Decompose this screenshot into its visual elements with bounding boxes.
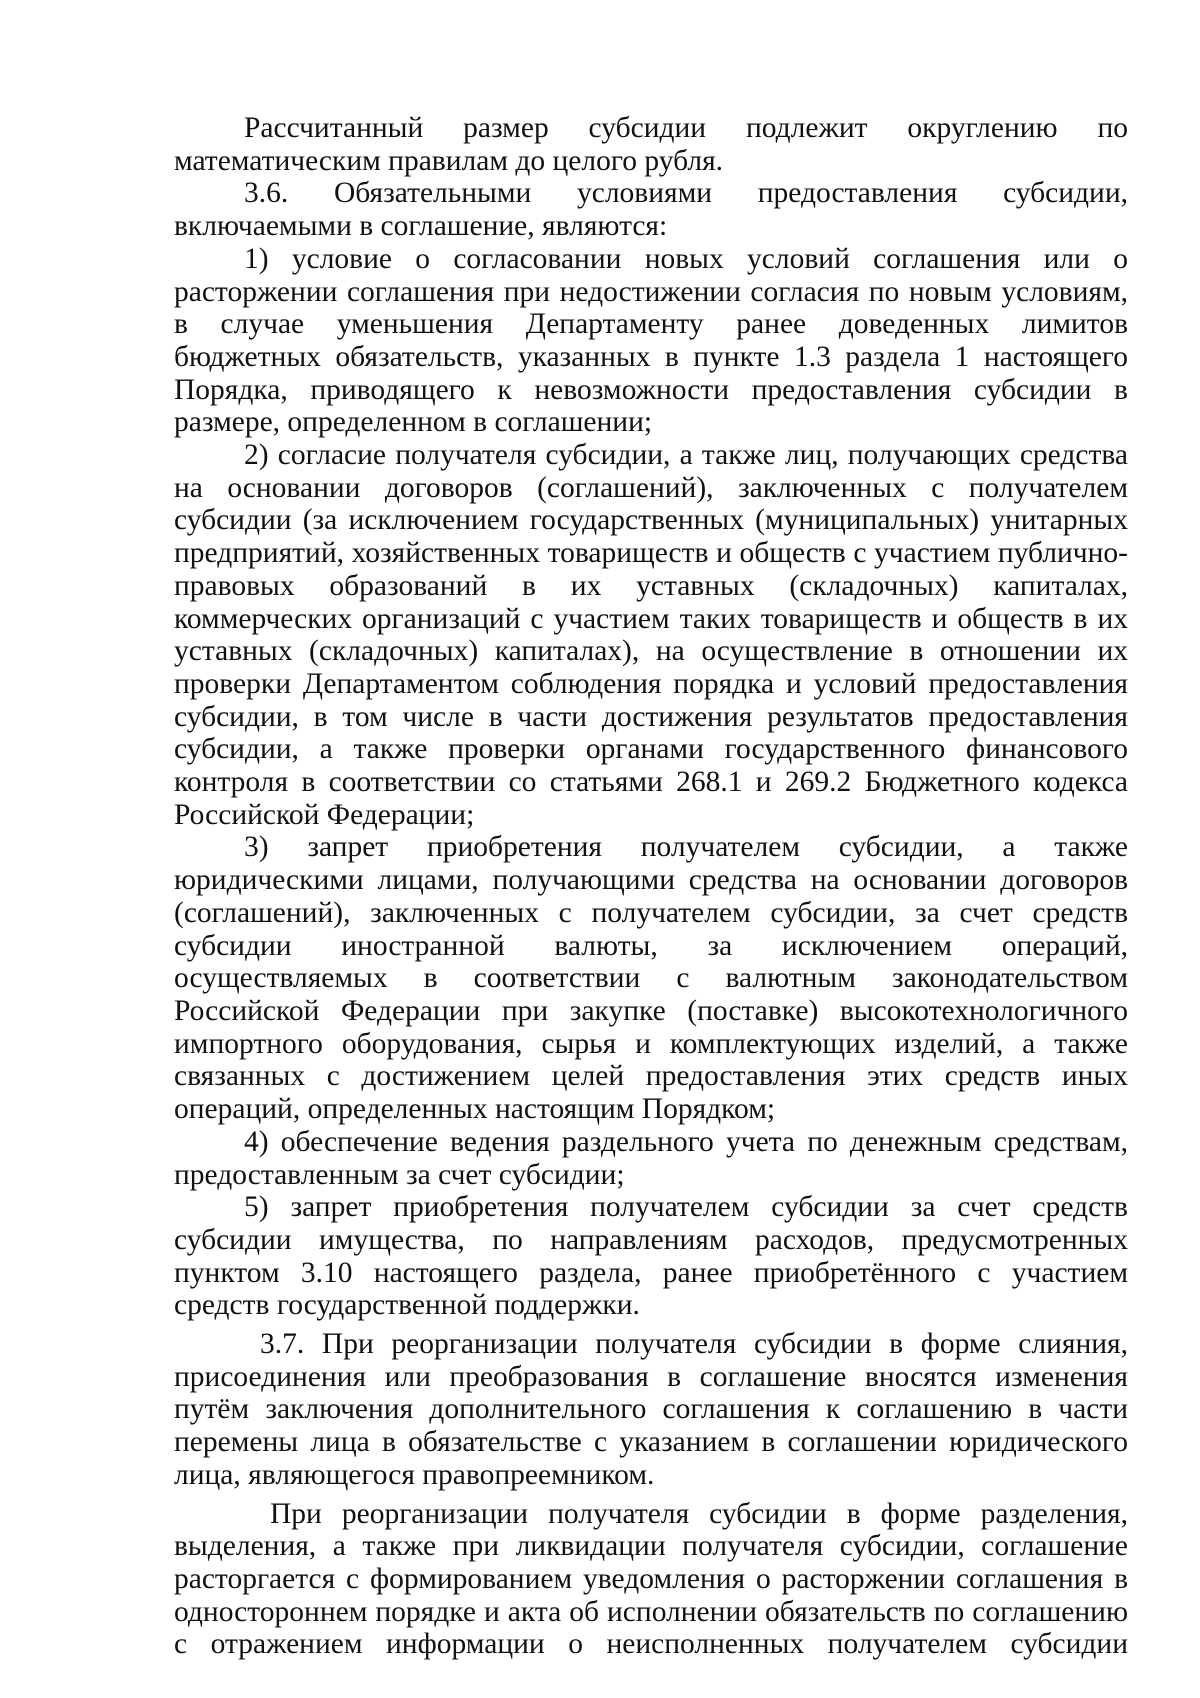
paragraph-3-7: 3.7. При реорганизации получателя субсидии в форме слияния, присоединения или преобразования в соглашение вносятся изменения путём заключения дополнительного соглашения к соглашению в части перемены лица в обязательстве с указанием в соглашении юридического лица, являющегося правопреемником. <box>174 1328 1128 1491</box>
paragraph-condition-5: 5) запрет приобретения получателем субсидии за счет средств субсидии имущества, по направлениям расходов, предусмотренных пунктом 3.10 настоящего раздела, ранее приобретённого с участием средств государственной поддержки. <box>174 1191 1128 1322</box>
paragraph-reorganization-separation: При реорганизации получателя субсидии в форме разделения, выделения, а также при ликвидации получателя субсидии, соглашение расторгается с формированием уведомления о расторжении соглашения в одностороннем порядке и акта об исполнении обязательств по соглашению с отражением информации о неисполненных получателем субсидии <box>174 1497 1128 1661</box>
document-body <box>174 112 1128 1661</box>
paragraph-condition-4: 4) обеспечение ведения раздельного учета по денежным средствам, предоставленным за счет субсидии; <box>174 1125 1128 1191</box>
paragraph-condition-2: 2) согласие получателя субсидии, а также лиц, получающих средства на основании договоров (соглашений), заключенных с получателем субсидии (за исключением государственных (муниципальных) унитарных предприятий, хозяйственных товариществ и обществ с участием публично-правовых образований в их уставных (складочных) капиталах, коммерческих организаций с участием таких товариществ и обществ в их уставных (складочных) капиталах), на осуществление в отношении их проверки Департаментом соблюдения порядка и условий предоставления субсидии, в том числе в части достижения результатов предоставления субсидии, а также проверки органами государственного финансового контроля в соответствии со статьями 268.1 и 269.2 Бюджетного кодекса Российской Федерации; <box>174 439 1128 831</box>
paragraph-3-6: 3.6. Обязательными условиями предоставления субсидии, включаемыми в соглашение, являются: <box>174 177 1128 243</box>
paragraph-condition-1: 1) условие о согласовании новых условий соглашения или о расторжении соглашения при недостижении согласия по новым условиям, в случае уменьшения Департаменту ранее доведенных лимитов бюджетных обязательств, указанных в пункте 1.3 раздела 1 настоящего Порядка, приводящего к невозможности предоставления субсидии в размере, определенном в соглашении; <box>174 242 1128 439</box>
paragraph-condition-3: 3) запрет приобретения получателем субсидии, а также юридическими лицами, получающими средства на основании договоров (соглашений), заключенных с получателем субсидии, за счет средств субсидии иностранной валюты, за исключением операций, осуществляемых в соответствии с валютным законодательством Российской Федерации при закупке (поставке) высокотехнологичного импортного оборудования, сырья и комплектующих изделий, а также связанных с достижением целей предоставления этих средств иных операций, определенных настоящим Порядком; <box>174 831 1128 1126</box>
paragraph-subsidy-rounding: Рассчитанный размер субсидии подлежит округлению по математическим правилам до целого рубля. <box>174 112 1128 177</box>
